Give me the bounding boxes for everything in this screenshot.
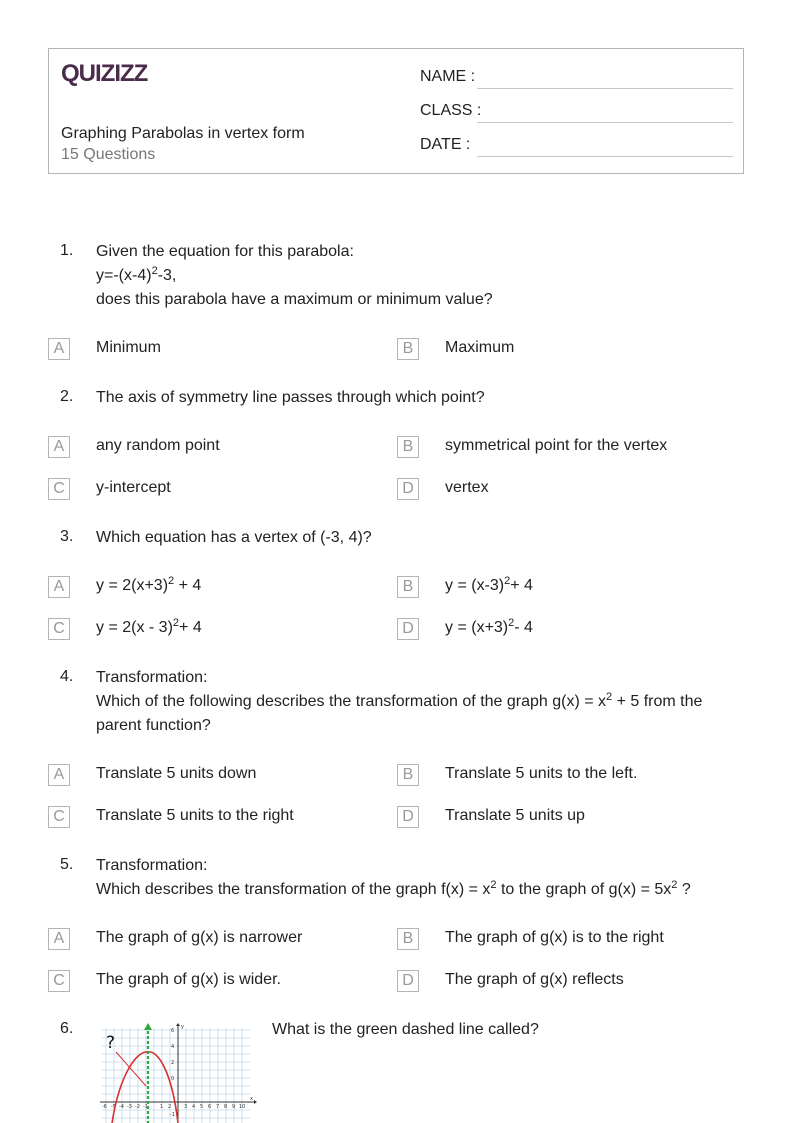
- date-line[interactable]: [477, 156, 733, 157]
- worksheet-header: [48, 48, 744, 174]
- option-a[interactable]: [48, 764, 388, 788]
- question-text: [96, 666, 746, 738]
- option-letter: C: [48, 970, 70, 992]
- svg-text:7: 7: [216, 1104, 220, 1110]
- superscript: 2: [490, 879, 497, 891]
- name-label: NAME :: [420, 68, 476, 85]
- svg-text:8: 8: [224, 1104, 228, 1110]
- option-letter: C: [48, 478, 70, 500]
- svg-text:4: 4: [192, 1104, 196, 1110]
- class-line[interactable]: [477, 122, 733, 123]
- option-d[interactable]: [397, 478, 737, 502]
- option-c[interactable]: [48, 618, 388, 642]
- question-number: 4.: [60, 668, 74, 685]
- logo-text: QUIZIZZ: [61, 60, 148, 87]
- option-letter: C: [48, 618, 70, 640]
- option-text: y-intercept: [96, 479, 171, 496]
- option-letter: A: [48, 436, 70, 458]
- option-letter: A: [48, 764, 70, 786]
- option-text: The graph of g(x) is narrower: [96, 929, 303, 946]
- question-line: Which describes the transformation of the graph $f(x) = x^2$ to the graph of $g(x) = 5x^2$ ?: [96, 879, 691, 898]
- option-c[interactable]: [48, 478, 388, 502]
- option-text: The graph of g(x) reflects: [445, 971, 624, 988]
- question-line: The axis of symmetry line passes through which point?: [96, 389, 485, 406]
- option-text: Maximum: [445, 339, 515, 356]
- question-number: 3.: [60, 528, 74, 545]
- option-letter: B: [397, 436, 419, 458]
- option-letter: B: [397, 928, 419, 950]
- superscript: 2: [671, 879, 678, 891]
- option-letter: D: [397, 478, 419, 500]
- date-label: DATE :: [420, 136, 471, 153]
- axis-of-symmetry-arrow: [144, 1023, 152, 1030]
- option-letter: A: [48, 576, 70, 598]
- question-line: Transformation:: [96, 857, 208, 874]
- question-text: [96, 240, 746, 312]
- parabola-graph-svg: [98, 1022, 258, 1123]
- option-letter: B: [397, 764, 419, 786]
- option-d[interactable]: [397, 618, 737, 642]
- pointer-line: [116, 1052, 146, 1086]
- svg-text:-6: -6: [102, 1104, 107, 1110]
- question-line: Given the equation for this parabola:: [96, 243, 354, 260]
- svg-text:y: y: [181, 1024, 184, 1030]
- option-letter: D: [397, 806, 419, 828]
- question-line: What is the green dashed line called?: [272, 1021, 539, 1038]
- option-text: Minimum: [96, 339, 161, 356]
- option-a[interactable]: [48, 338, 388, 362]
- svg-text:-2: -2: [135, 1104, 140, 1110]
- option-b[interactable]: [397, 576, 737, 600]
- question-text: [96, 386, 746, 410]
- question-line: Transformation:: [96, 669, 208, 686]
- svg-text:6: 6: [208, 1104, 212, 1110]
- option-letter: D: [397, 970, 419, 992]
- question-line: does this parabola have a maximum or minimum value?: [96, 291, 493, 308]
- svg-text:6: 6: [171, 1028, 175, 1034]
- svg-text:-3: -3: [127, 1104, 132, 1110]
- option-d[interactable]: [397, 806, 737, 830]
- option-b[interactable]: [397, 928, 737, 952]
- svg-text:5: 5: [200, 1104, 204, 1110]
- option-letter: A: [48, 338, 70, 360]
- option-text: Translate 5 units to the right: [96, 807, 294, 824]
- superscript: 2: [172, 617, 180, 629]
- svg-text:-1: -1: [170, 1112, 175, 1118]
- svg-text:0: 0: [171, 1076, 175, 1082]
- question-line: $y=-(x-4)^2-3$,: [96, 265, 177, 284]
- name-line[interactable]: [477, 88, 733, 89]
- svg-text:-4: -4: [119, 1104, 124, 1110]
- svg-text:2: 2: [168, 1104, 172, 1110]
- question-number: 5.: [60, 856, 74, 873]
- quizizz-logo: [61, 59, 153, 87]
- svg-text:4: 4: [171, 1044, 175, 1050]
- option-text: $y = (x-3)^2+ 4$: [445, 575, 533, 594]
- option-text: The graph of g(x) is to the right: [445, 929, 664, 946]
- option-c[interactable]: [48, 806, 388, 830]
- option-a[interactable]: [48, 436, 388, 460]
- option-letter: C: [48, 806, 70, 828]
- option-letter: B: [397, 576, 419, 598]
- option-letter: B: [397, 338, 419, 360]
- question-mark-label: ?: [106, 1033, 116, 1053]
- svg-text:-5: -5: [111, 1104, 116, 1110]
- question-line: parent function?: [96, 717, 211, 734]
- option-a[interactable]: [48, 576, 388, 600]
- option-letter: A: [48, 928, 70, 950]
- superscript: 2: [168, 575, 175, 587]
- class-field[interactable]: [420, 102, 733, 126]
- superscript: 2: [606, 691, 613, 703]
- option-b[interactable]: [397, 764, 737, 788]
- option-text: The graph of g(x) is wider.: [96, 971, 281, 988]
- option-text: y = 2(x - 3)$^2$+ 4: [96, 617, 202, 636]
- question-number: 2.: [60, 388, 74, 405]
- worksheet-title: Graphing Parabolas in vertex form: [61, 125, 305, 142]
- question-number: 1.: [60, 242, 74, 259]
- superscript: 2: [151, 265, 158, 277]
- option-b[interactable]: [397, 338, 737, 362]
- svg-text:2: 2: [171, 1060, 175, 1066]
- superscript: 2: [504, 575, 511, 587]
- superscript: 2: [508, 617, 515, 629]
- option-text: any random point: [96, 437, 220, 454]
- name-field[interactable]: [420, 68, 733, 92]
- question-text: [96, 854, 746, 902]
- svg-text:3: 3: [184, 1104, 188, 1110]
- option-text: Translate 5 units to the left.: [445, 765, 638, 782]
- option-c[interactable]: [48, 970, 388, 994]
- svg-text:10: 10: [239, 1104, 246, 1110]
- option-text: symmetrical point for the vertex: [445, 437, 668, 454]
- option-text: vertex: [445, 479, 489, 496]
- date-field[interactable]: [420, 136, 733, 160]
- parabola-graph-image: [98, 1022, 258, 1123]
- svg-text:9: 9: [232, 1104, 236, 1110]
- option-a[interactable]: [48, 928, 388, 952]
- question-text: [272, 1018, 742, 1042]
- svg-text:-1: -1: [143, 1104, 148, 1110]
- question-text: [96, 526, 746, 550]
- option-letter: D: [397, 618, 419, 640]
- option-b[interactable]: [397, 436, 737, 460]
- option-text: $y = (x+3)^2-$ 4: [445, 617, 533, 636]
- svg-text:x: x: [250, 1096, 253, 1102]
- question-line: Which equation has a vertex of (-3, 4)?: [96, 529, 372, 546]
- option-text: Translate 5 units down: [96, 765, 257, 782]
- svg-text:1: 1: [160, 1104, 164, 1110]
- option-text: $y = 2(x+3)^2 + 4$: [96, 575, 202, 594]
- option-d[interactable]: [397, 970, 737, 994]
- class-label: CLASS :: [420, 102, 482, 119]
- question-line: Which of the following describes the transformation of the graph $g(x) = x^2 + 5$ from the: [96, 691, 703, 710]
- option-text: Translate 5 units up: [445, 807, 585, 824]
- question-count: 15 Questions: [61, 146, 156, 163]
- question-number: 6.: [60, 1020, 74, 1037]
